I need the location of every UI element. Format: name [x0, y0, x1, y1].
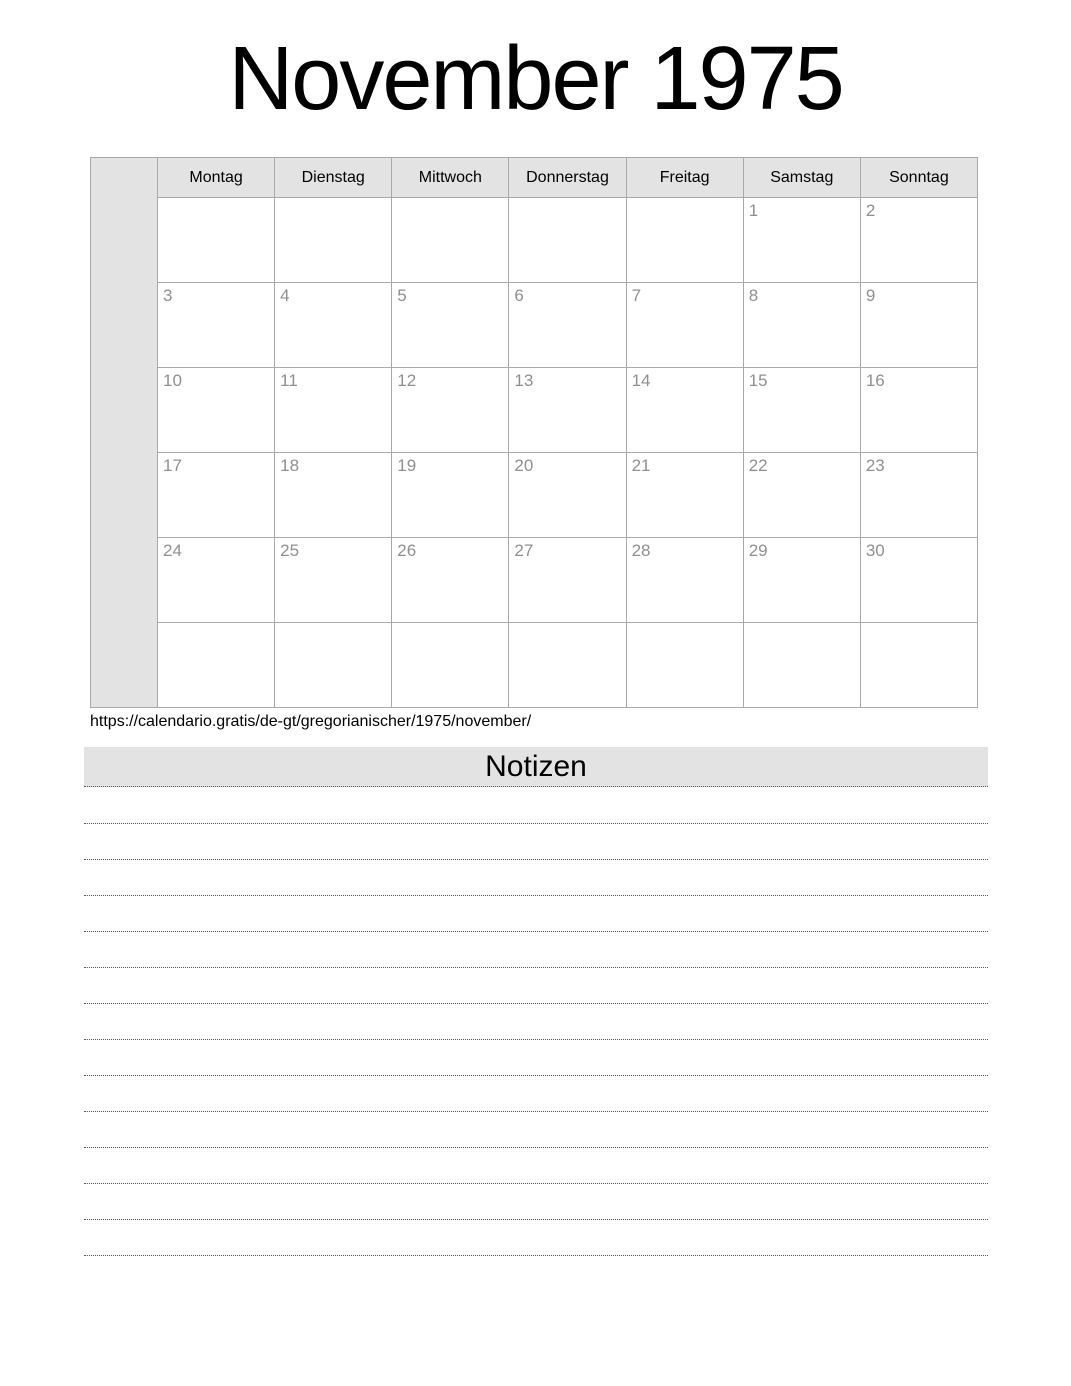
- day-cell-11: 11: [275, 368, 392, 453]
- day-cell-empty: [158, 198, 275, 283]
- day-cell-28: 28: [626, 538, 743, 623]
- day-cell-empty: [860, 623, 977, 708]
- day-cell-6: 6: [509, 283, 626, 368]
- day-cell-18: 18: [275, 453, 392, 538]
- day-cell-24: 24: [158, 538, 275, 623]
- day-cell-empty: [392, 623, 509, 708]
- day-cell-30: 30: [860, 538, 977, 623]
- week-row: [91, 623, 978, 708]
- day-cell-4: 4: [275, 283, 392, 368]
- note-line: [84, 896, 988, 932]
- page-title: November 1975: [228, 29, 843, 129]
- day-cell-19: 19: [392, 453, 509, 538]
- day-cell-empty: [743, 623, 860, 708]
- day-cell-13: 13: [509, 368, 626, 453]
- day-cell-empty: [275, 623, 392, 708]
- weekday-header-samstag: Samstag: [743, 158, 860, 198]
- note-line: [84, 1184, 988, 1220]
- day-cell-empty: [392, 198, 509, 283]
- note-line: [84, 932, 988, 968]
- weekday-header-sonntag: Sonntag: [860, 158, 977, 198]
- weekday-header-montag: Montag: [158, 158, 275, 198]
- week-row: [91, 283, 978, 368]
- source-url: https://calendario.gratis/de-gt/gregorianischer/1975/november/: [90, 713, 532, 730]
- day-cell-14: 14: [626, 368, 743, 453]
- week-row: [91, 453, 978, 538]
- day-cell-empty: [626, 198, 743, 283]
- notes-title: Notizen: [485, 750, 587, 783]
- day-cell-empty: [626, 623, 743, 708]
- day-cell-26: 26: [392, 538, 509, 623]
- calendar-table: [90, 157, 978, 708]
- note-line: [84, 968, 988, 1004]
- notes-header-bar: [84, 747, 988, 787]
- day-cell-7: 7: [626, 283, 743, 368]
- day-cell-15: 15: [743, 368, 860, 453]
- day-cell-22: 22: [743, 453, 860, 538]
- day-cell-empty: [158, 623, 275, 708]
- day-cell-empty: [509, 198, 626, 283]
- weekday-header-mittwoch: Mittwoch: [392, 158, 509, 198]
- note-line: [84, 1148, 988, 1184]
- day-cell-21: 21: [626, 453, 743, 538]
- note-line: [84, 1040, 988, 1076]
- day-cell-29: 29: [743, 538, 860, 623]
- day-cell-empty: [275, 198, 392, 283]
- day-cell-17: 17: [158, 453, 275, 538]
- note-line: [84, 788, 988, 824]
- note-line: [84, 1076, 988, 1112]
- note-line: [84, 1220, 988, 1256]
- day-cell-8: 8: [743, 283, 860, 368]
- note-line: [84, 1112, 988, 1148]
- day-cell-16: 16: [860, 368, 977, 453]
- weekday-header-row: [91, 158, 978, 198]
- week-row: [91, 198, 978, 283]
- day-cell-9: 9: [860, 283, 977, 368]
- week-row: [91, 538, 978, 623]
- day-cell-5: 5: [392, 283, 509, 368]
- day-cell-25: 25: [275, 538, 392, 623]
- weekday-header-dienstag: Dienstag: [275, 158, 392, 198]
- day-cell-27: 27: [509, 538, 626, 623]
- day-cell-2: 2: [860, 198, 977, 283]
- day-cell-3: 3: [158, 283, 275, 368]
- week-row: [91, 368, 978, 453]
- day-cell-12: 12: [392, 368, 509, 453]
- day-cell-10: 10: [158, 368, 275, 453]
- note-line: [84, 1004, 988, 1040]
- notes-lines: [84, 788, 988, 1256]
- weekday-header-freitag: Freitag: [626, 158, 743, 198]
- day-cell-20: 20: [509, 453, 626, 538]
- note-line: [84, 824, 988, 860]
- day-cell-empty: [509, 623, 626, 708]
- calendar-side-column: [91, 158, 158, 708]
- day-cell-1: 1: [743, 198, 860, 283]
- day-cell-23: 23: [860, 453, 977, 538]
- note-line: [84, 860, 988, 896]
- weekday-header-donnerstag: Donnerstag: [509, 158, 626, 198]
